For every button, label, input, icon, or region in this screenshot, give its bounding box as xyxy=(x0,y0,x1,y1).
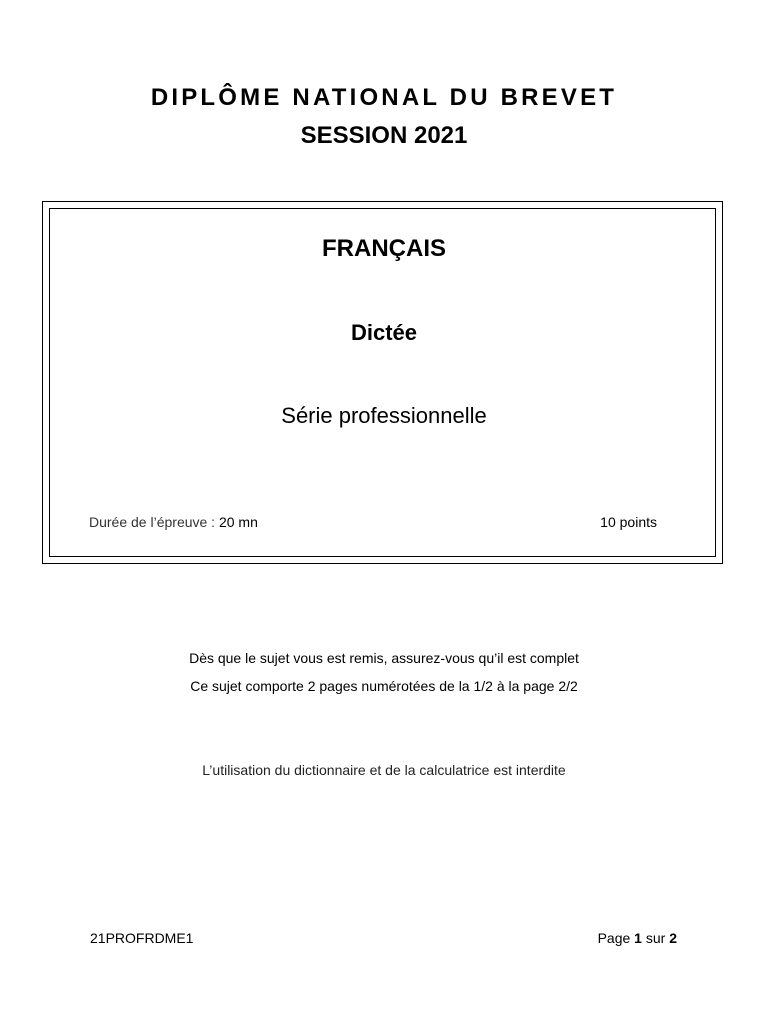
notice-completeness: Dès que le sujet vous est remis, assurez-vous qu’il est complet xyxy=(189,650,579,666)
subject-heading: FRANÇAIS xyxy=(322,235,446,262)
page-total: 2 xyxy=(669,930,677,946)
document-title: DIPLÔME NATIONAL DU BREVET xyxy=(150,84,618,111)
page-number xyxy=(598,930,677,946)
session-heading: SESSION 2021 xyxy=(300,122,468,149)
page-sep: sur xyxy=(645,930,666,946)
duration-label: Durée de l’épreuve : xyxy=(89,514,216,530)
exam-points: 10 points xyxy=(600,514,657,530)
page-current: 1 xyxy=(634,930,642,946)
exam-duration xyxy=(89,514,258,530)
page-prefix: Page xyxy=(597,930,631,946)
exam-series: Série professionnelle xyxy=(281,403,487,428)
duration-value: 20 mn xyxy=(218,514,258,530)
document-code: 21PROFRDME1 xyxy=(90,930,194,946)
notice-page-count: Ce sujet comporte 2 pages numérotées de la 1/2 à la page 2/2 xyxy=(190,678,578,694)
notice-forbidden-tools: L’utilisation du dictionnaire et de la calculatrice est interdite xyxy=(202,762,566,778)
exam-type: Dictée xyxy=(350,320,418,345)
